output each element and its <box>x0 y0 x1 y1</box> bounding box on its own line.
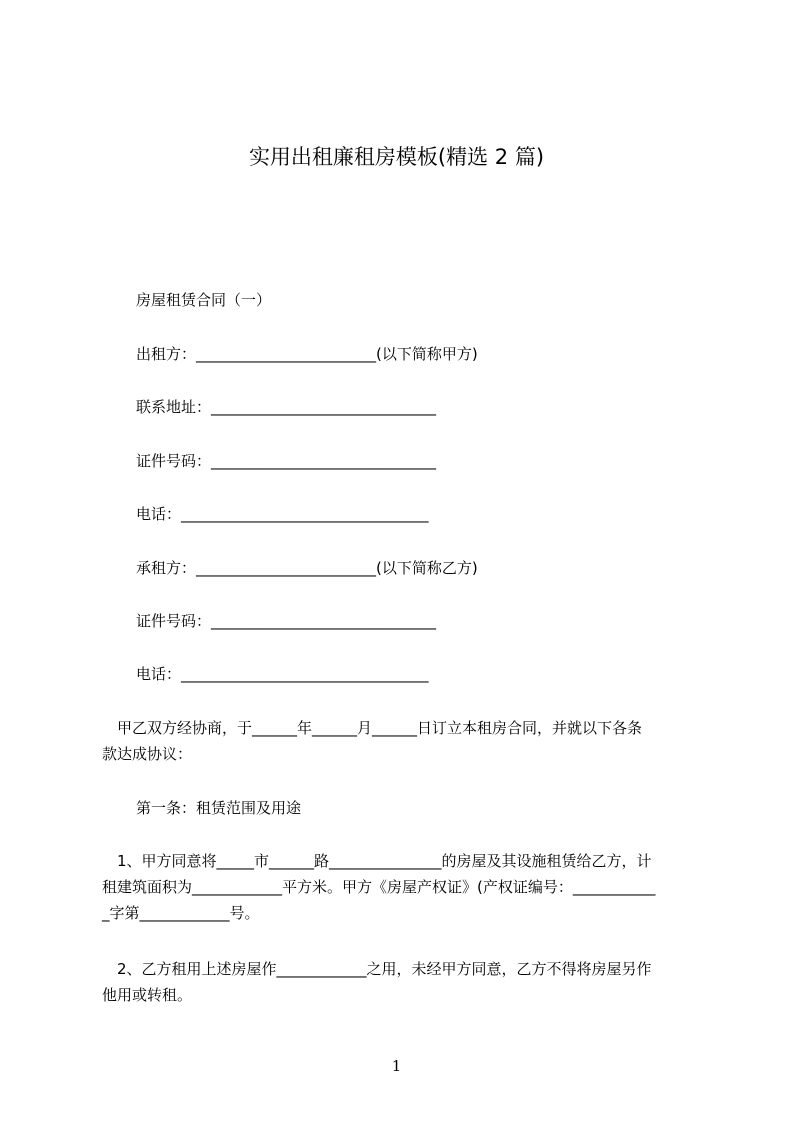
clause-2-line-1: 2、乙方租用上述房屋作____________之用，未经甲方同意，乙方不得将房屋另作 <box>102 960 652 978</box>
lessee-id-field: 证件号码：______________________________ <box>136 612 437 630</box>
clause-1-paragraph <box>102 848 718 926</box>
clause-2-line-2: 他用或转租。 <box>102 986 193 1004</box>
lessor-id-field: 证件号码：______________________________ <box>136 452 437 470</box>
document-title: 实用出租廉租房模板(精选 2 篇) <box>248 145 545 169</box>
lessor-field: 出租方：________________________(以下简称甲方) <box>136 345 478 363</box>
clause-1-line-3: _字第____________号。 <box>102 904 260 922</box>
clause-2-paragraph <box>102 956 718 1008</box>
lessor-phone-field: 电话：_________________________________ <box>136 505 429 523</box>
article-1-heading: 第一条：租赁范围及用途 <box>136 799 302 817</box>
clause-1-line-1: 1、甲方同意将_____市______路_______________的房屋及其设施租赁给乙方，计 <box>102 852 652 870</box>
page-number: 1 <box>391 1057 402 1075</box>
lessee-field: 承租方：________________________(以下简称乙方) <box>136 559 478 577</box>
intro-line-2: 款达成协议： <box>102 745 193 763</box>
lessor-address-field: 联系地址：______________________________ <box>136 398 437 416</box>
lessee-phone-field: 电话：_________________________________ <box>136 665 429 683</box>
contract-heading: 房屋租赁合同（一） <box>136 291 272 309</box>
clause-1-line-2: 租建筑面积为____________平方米。甲方《房屋产权证》(产权证编号：___________ <box>102 878 656 896</box>
intro-line-1: 甲乙双方经协商，于______年______月______日订立本租房合同，并就以下各条 <box>102 719 643 737</box>
intro-paragraph <box>102 715 718 767</box>
